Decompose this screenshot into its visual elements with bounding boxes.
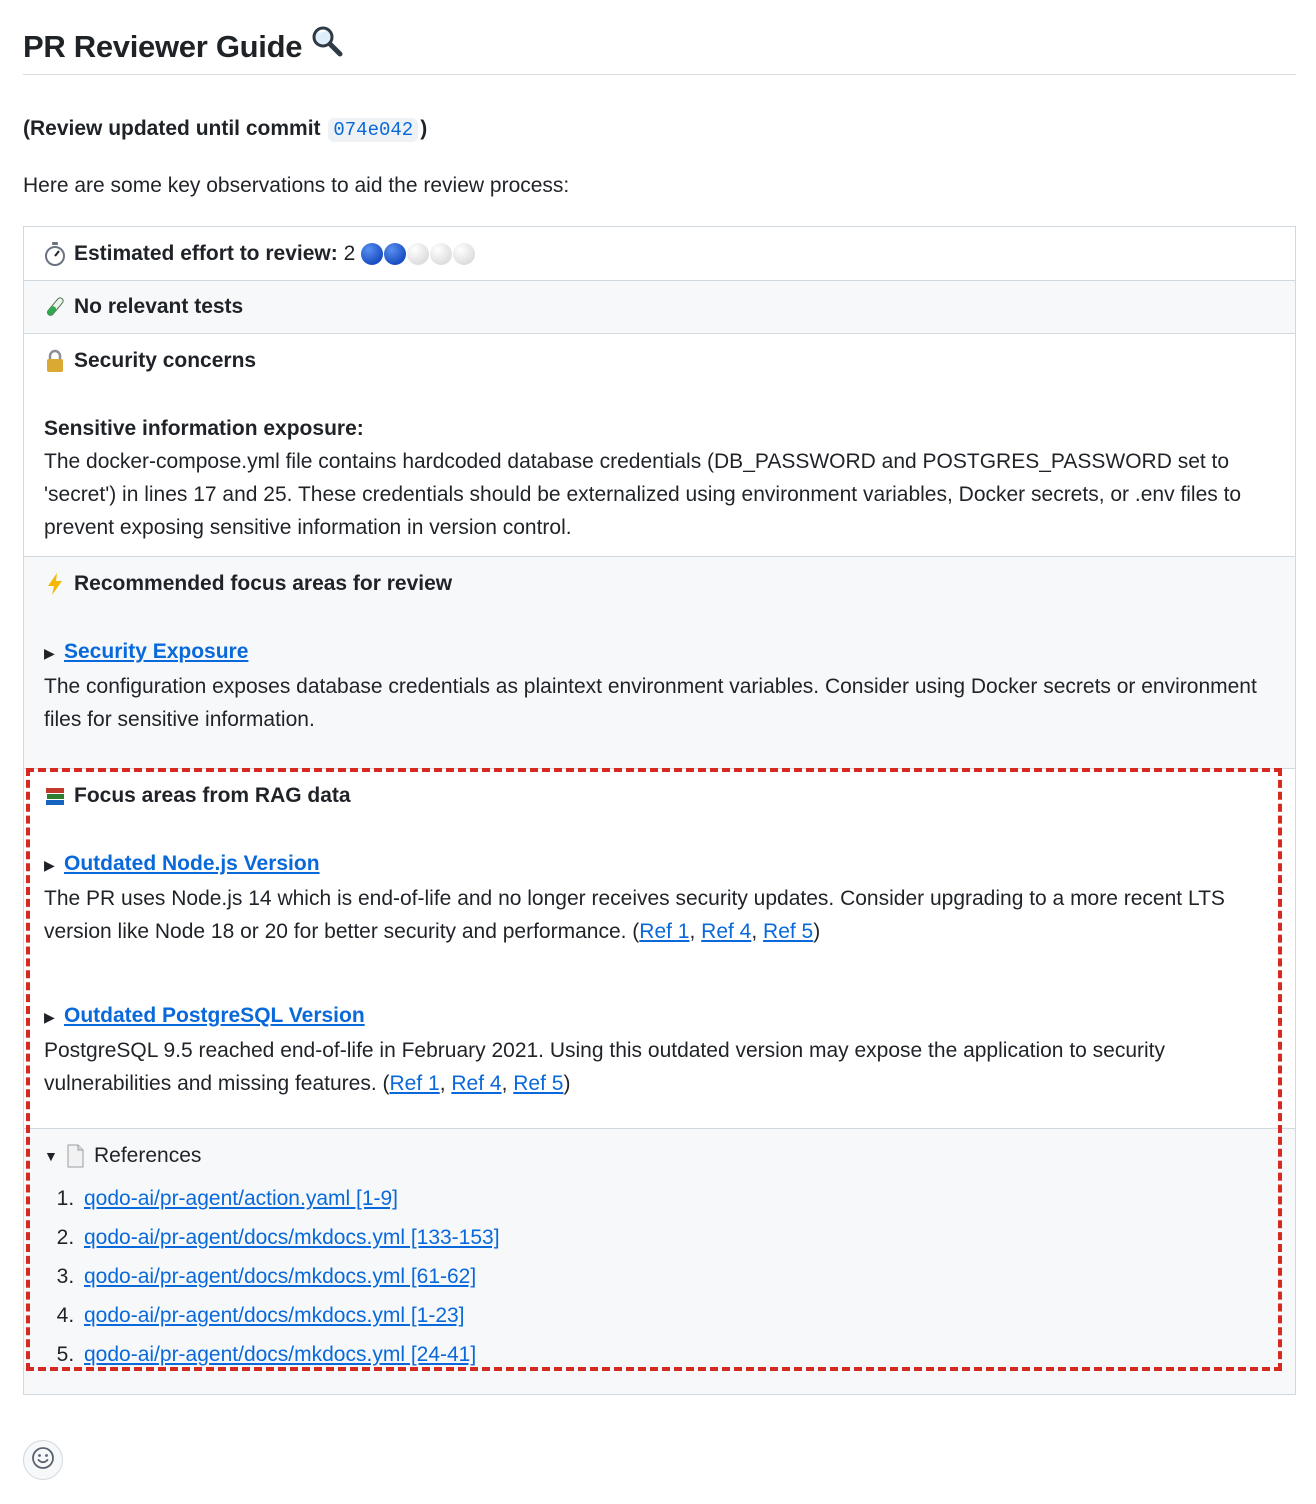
security-label: Security concerns xyxy=(74,349,257,372)
ref-close: ) xyxy=(563,1072,571,1095)
outdated-node-link[interactable]: Outdated Node.js Version xyxy=(64,852,320,875)
tests-row xyxy=(24,280,1295,333)
page-title-text: PR Reviewer Guide xyxy=(23,29,303,64)
reference-link[interactable]: qodo-ai/pr-agent/action.yaml [1-9] xyxy=(84,1187,399,1210)
list-item xyxy=(80,1257,1275,1296)
reference-link[interactable]: qodo-ai/pr-agent/docs/mkdocs.yml [24-41] xyxy=(84,1343,477,1366)
ref-link[interactable]: Ref 5 xyxy=(513,1072,564,1095)
security-subhead: Sensitive information exposure: xyxy=(44,417,364,440)
references-label: References xyxy=(94,1144,202,1167)
rag-item-postgres-text xyxy=(44,1034,1275,1100)
review-table xyxy=(23,226,1296,1395)
test-tube-icon xyxy=(44,295,66,319)
references-toggle[interactable] xyxy=(44,1141,1275,1171)
commit-link[interactable]: 074e042 xyxy=(328,118,418,142)
add-reaction-button[interactable] xyxy=(23,1440,63,1480)
reference-link[interactable]: qodo-ai/pr-agent/docs/mkdocs.yml [133-153] xyxy=(84,1226,500,1249)
collapse-triangle-icon[interactable]: ▼ xyxy=(44,1148,58,1164)
rag-item-node-desc: The PR uses Node.js 14 which is end-of-life and no longer receives security updates. Consider upgrading to a more recent LTS version like Node 18 or 20 for better security and performance. ( xyxy=(44,887,1225,943)
list-item xyxy=(80,1218,1275,1257)
ref-link[interactable]: Ref 4 xyxy=(701,920,752,943)
list-item xyxy=(80,1335,1275,1374)
lightning-icon xyxy=(44,572,66,596)
effort-dots xyxy=(361,243,475,265)
effort-dot-filled xyxy=(361,243,383,265)
focus-item-text: The configuration exposes database credentials as plaintext environment variables. Consider using Docker secrets or environment files for sensitive information. xyxy=(44,675,1257,731)
smiley-icon xyxy=(31,1446,55,1475)
expand-triangle-icon[interactable]: ▶ xyxy=(44,857,55,873)
effort-dot-filled xyxy=(384,243,406,265)
updated-suffix: ) xyxy=(420,117,428,140)
outdated-postgres-link[interactable]: Outdated PostgreSQL Version xyxy=(64,1004,365,1027)
focus-item[interactable] xyxy=(44,635,1275,670)
security-text: The docker-compose.yml file contains hardcoded database credentials (DB_PASSWORD and POSTGRES_PASSWORD set to 'secret') in lines 17 and 25. These credentials should be externalized using environment variables, Docker secrets, or .env files to prevent exposing sensitive information in version control. xyxy=(44,450,1242,539)
ref-link[interactable]: Ref 4 xyxy=(451,1072,502,1095)
list-item xyxy=(80,1179,1275,1218)
ref-sep: , xyxy=(439,1072,452,1095)
effort-row xyxy=(24,227,1295,280)
tests-label: No relevant tests xyxy=(74,295,244,318)
intro-text: Here are some key observations to aid the review process: xyxy=(23,174,570,197)
list-item xyxy=(80,1296,1275,1335)
expand-triangle-icon[interactable]: ▶ xyxy=(44,1009,55,1025)
reference-link[interactable]: qodo-ai/pr-agent/docs/mkdocs.yml [61-62] xyxy=(84,1265,477,1288)
page-icon xyxy=(64,1144,86,1168)
focus-row xyxy=(24,556,1295,768)
references-list xyxy=(44,1179,1275,1374)
ref-sep: , xyxy=(501,1072,514,1095)
updated-prefix: (Review updated until commit xyxy=(23,117,327,140)
magnifier-icon xyxy=(310,24,344,70)
rag-item-postgres-desc: PostgreSQL 9.5 reached end-of-life in February 2021. Using this outdated version may expose the application to security vulnerabilities and missing features. ( xyxy=(44,1039,1166,1095)
rag-row xyxy=(24,768,1295,1128)
rag-item-node[interactable] xyxy=(44,847,1275,882)
ref-sep: , xyxy=(751,920,764,943)
reference-link[interactable]: qodo-ai/pr-agent/docs/mkdocs.yml [1-23] xyxy=(84,1304,465,1327)
ref-close: ) xyxy=(813,920,821,943)
lock-icon xyxy=(44,349,66,373)
references-row xyxy=(24,1128,1295,1394)
expand-triangle-icon[interactable]: ▶ xyxy=(44,645,55,661)
review-updated-line xyxy=(23,114,427,145)
page-title xyxy=(23,24,344,70)
security-exposure-link[interactable]: Security Exposure xyxy=(64,640,249,663)
security-row xyxy=(24,333,1295,556)
focus-label: Recommended focus areas for review xyxy=(74,572,453,595)
ref-link[interactable]: Ref 1 xyxy=(639,920,690,943)
effort-value: 2 xyxy=(343,241,356,265)
ref-link[interactable]: Ref 5 xyxy=(763,920,814,943)
effort-dot-empty xyxy=(407,243,429,265)
stopwatch-icon xyxy=(44,242,66,266)
effort-dot-empty xyxy=(453,243,475,265)
rag-label: Focus areas from RAG data xyxy=(74,784,351,807)
title-divider xyxy=(23,74,1296,75)
ref-sep: , xyxy=(689,920,702,943)
effort-dot-empty xyxy=(430,243,452,265)
rag-item-postgres[interactable] xyxy=(44,999,1275,1034)
rag-item-node-text xyxy=(44,882,1275,948)
effort-label: Estimated effort to review: xyxy=(74,241,338,265)
books-icon xyxy=(44,784,66,808)
ref-link[interactable]: Ref 1 xyxy=(389,1072,440,1095)
